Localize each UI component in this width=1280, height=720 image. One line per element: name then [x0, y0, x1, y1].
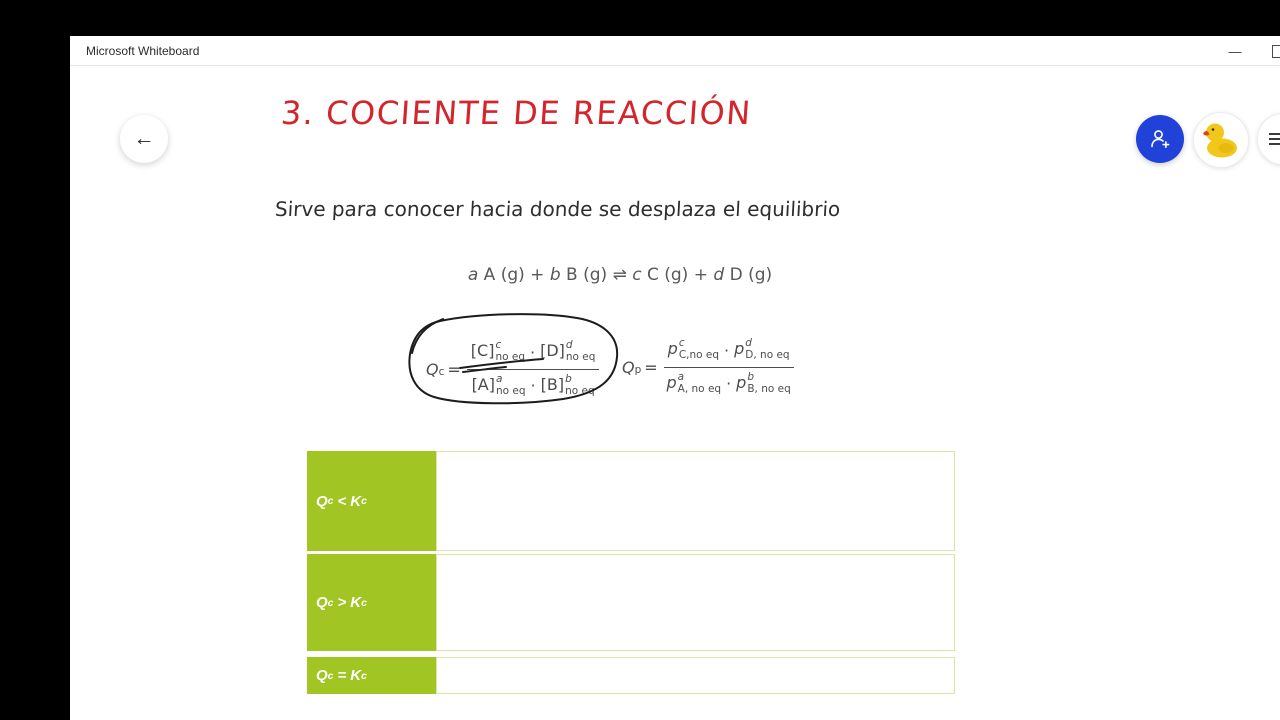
equilibrium-arrows: ⇌: [612, 265, 627, 285]
qc-term-B: [B] b no eq: [540, 372, 595, 397]
qp-formula[interactable]: Q p = p c C,no eq · p d D, no eq p a A, no eq · p b B, no eq: [622, 328, 794, 406]
person-add-icon: [1148, 127, 1172, 151]
qp-term-B: p b B, no eq: [736, 370, 791, 395]
qp-term-D: p d D, no eq: [734, 337, 790, 362]
qc-term-D: [D] d no eq: [540, 339, 596, 364]
ink-annotation-loop[interactable]: [404, 312, 624, 408]
table-row-label-qc-gt-kc[interactable]: Q c > K c: [307, 554, 436, 651]
table-cell-content[interactable]: [436, 554, 955, 651]
minimize-button[interactable]: —: [1218, 40, 1252, 62]
qp-term-C: p c C,no eq: [667, 337, 720, 362]
board-subheading[interactable]: Sirve para conocer hacia donde se desplaza el equilibrio: [274, 197, 841, 221]
qp-symbol: Q: [622, 357, 635, 377]
title-bar: [70, 36, 1280, 66]
reaction-equation[interactable]: a A (g) + b B (g) ⇌ c C (g) + d D (g): [467, 265, 773, 285]
rubber-duck-icon: [1200, 119, 1242, 161]
qp-fraction: p c C,no eq · p d D, no eq p a A, no eq · p b B, no eq: [664, 339, 794, 394]
board-heading[interactable]: 3. COCIENTE DE REACCIÓN: [279, 94, 754, 132]
table-cell-content[interactable]: [436, 451, 955, 551]
table-row-label-qc-eq-kc[interactable]: Q c = K c: [307, 657, 436, 694]
invite-button[interactable]: [1136, 115, 1184, 163]
hamburger-icon: [1269, 133, 1280, 135]
qc-formula[interactable]: Q c = [C] c no eq · [D] d no eq [A] a no eq · [B] b no eq: [426, 330, 599, 408]
qp-term-A: p a A, no eq: [666, 370, 722, 395]
app-title: Microsoft Whiteboard: [86, 43, 200, 58]
qc-term-A: [A] a no eq: [471, 372, 526, 397]
qc-term-C: [C] c no eq: [470, 339, 525, 364]
qc-symbol: Q: [426, 359, 439, 379]
table-row-label-qc-lt-kc[interactable]: Q c < K c: [307, 451, 436, 551]
back-button[interactable]: [120, 115, 168, 163]
qc-fraction: [C] c no eq · [D] d no eq [A] a no eq · [B] b no eq: [467, 341, 600, 396]
table-cell-content[interactable]: [436, 657, 955, 694]
maximize-button[interactable]: [1272, 45, 1280, 58]
duck-avatar[interactable]: [1193, 112, 1249, 168]
back-arrow-icon: ←: [133, 127, 155, 150]
